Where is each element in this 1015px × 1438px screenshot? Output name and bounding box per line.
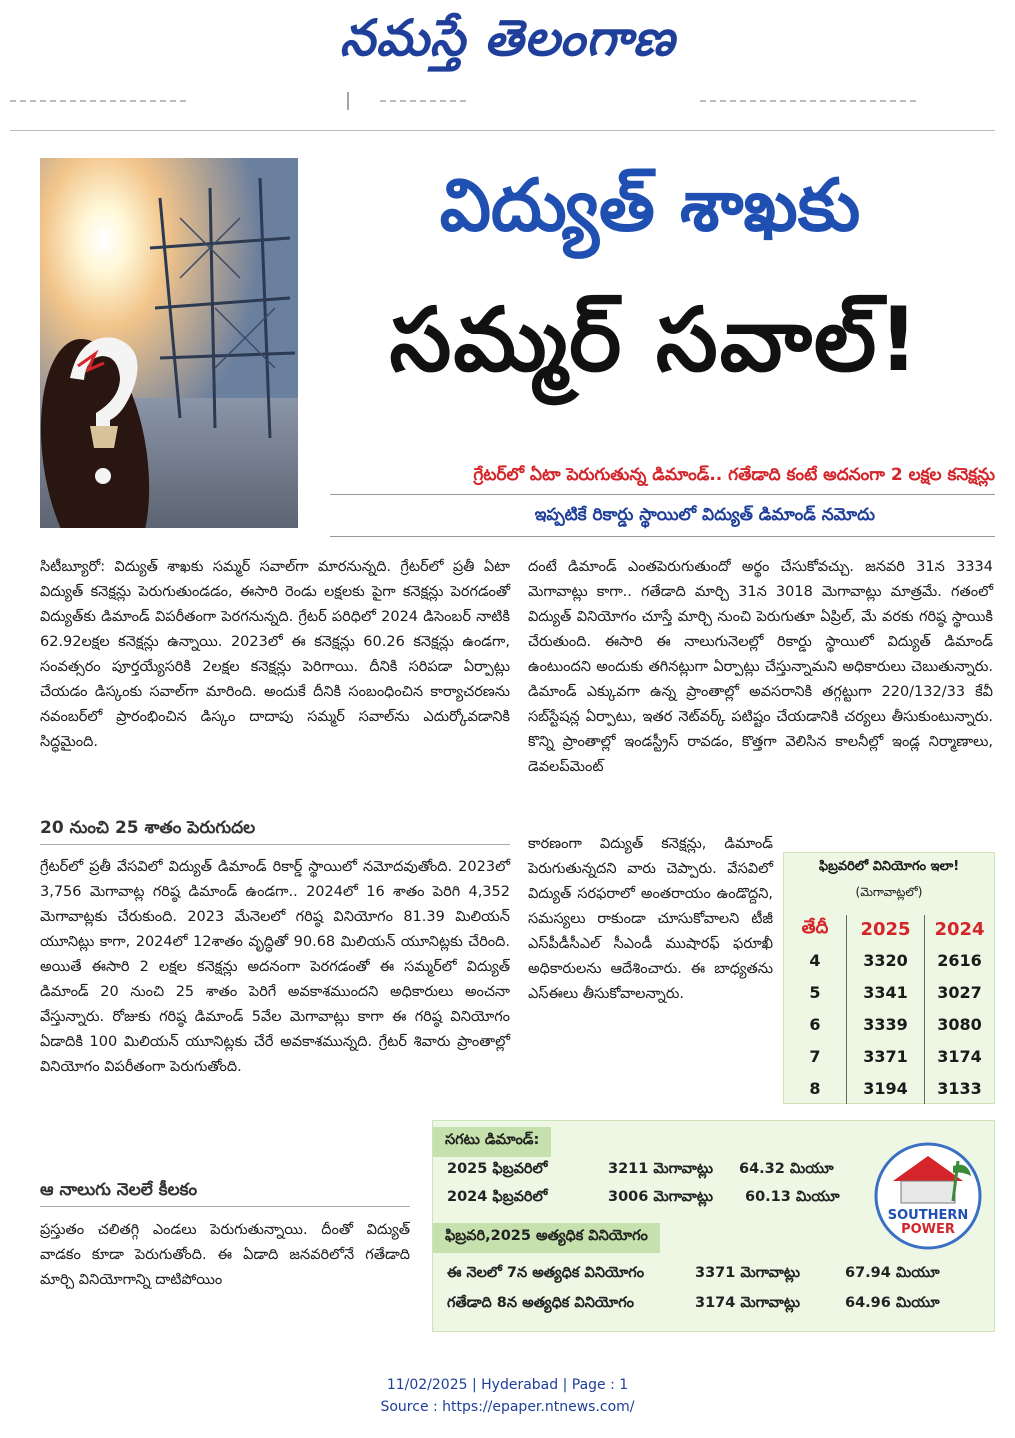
article-paragraph: సిటీబ్యూరో: విద్యుత్ శాఖకు సమ్మర్ సవాల్‌గా మారనున్నది. గ్రేటర్‌లో ప్రతీ ఏటా విద్యుత్ కనెక్షన్లు పెరుగుతుండడం, ఈసారి రెండు లక్షలకు పైగా కనెక్షన్లు పెరగడంతో విద్యుత్‌కు డిమాండ్ విపరీతంగా పెరగనున్నది. గ్రేటర్ పరిధిలో 2024 డిసెంబర్ నాటికి 62.92లక్షల కనెక్షన్లు ఉన్నాయి. 2023లో ఈ కనెక్షన్లు 60.26 కనెక్షన్లు ఉండగా, సంవత్సరం పూర్తయ్యేసరికి 2లక్షల కనెక్షన్లు పెరిగాయి. దీనికి సరిపడా ఏర్పాట్లు చేయడం డిస్కంకు సవాల్‌గా మారింది. అందుకే దీనికి సంబంధించిన కార్యాచరణను నవంబర్‌లో ప్రారంభించిన డిస్కం దాదాపు సమ్మర్ సవాల్‌ను ఎదుర్కోవడానికి సిద్ధమైంది.	[40, 559, 510, 750]
page-footer	[0, 1374, 1015, 1418]
logo-text-southern: SOUTHERN	[887, 1208, 969, 1223]
section-divider	[40, 844, 510, 845]
cell-date: 5	[784, 976, 847, 1008]
average-demand-tag: సగటు డిమాండ్:	[433, 1127, 551, 1157]
avg-row-label: 2025 ఫిబ్రవరిలో	[447, 1161, 548, 1177]
cell-2024: 3027	[937, 982, 982, 1002]
cell-date: 4	[784, 944, 847, 976]
table-row	[784, 1040, 994, 1072]
table-row	[784, 976, 994, 1008]
cell-2025: 3341	[847, 976, 925, 1008]
avg-row-mu: 60.13 మియూ	[745, 1189, 840, 1205]
headline-line1: విద్యుత్ శాఖకు	[439, 163, 861, 247]
masthead-title: నమస్తే తెలంగాణ	[339, 8, 676, 67]
cell-2024: 2616	[937, 950, 982, 970]
table-unit: (మెగావాట్లలో)	[855, 885, 923, 899]
cell-date: 8	[784, 1072, 847, 1104]
header-2025: 2025	[847, 915, 925, 944]
consumption-grid	[784, 915, 994, 1104]
cell-2024: 3080	[937, 1014, 982, 1034]
footer-source: Source : https://epaper.ntnews.com/	[380, 1399, 635, 1415]
table-row	[784, 1072, 994, 1104]
peak-row-mw: 3174 మెగావాట్లు	[695, 1295, 801, 1311]
left-column-para1	[40, 555, 510, 755]
peak-row-label: గతేడాది 8న అత్యధిక వినియోగం	[447, 1295, 635, 1311]
section-title-four-months: ఆ నాలుగు నెలలే కీలకం	[40, 1180, 198, 1200]
cell-date: 6	[784, 1008, 847, 1040]
header-date: తేదీ	[784, 915, 847, 944]
header-2024: 2024	[934, 919, 985, 940]
peak-row-mw: 3371 మెగావాట్లు	[695, 1265, 801, 1281]
right-column-para1	[528, 555, 993, 780]
peak-row-mu: 64.96 మియూ	[845, 1295, 940, 1311]
section-title-growth: 20 నుంచి 25 శాతం పెరుగుదల	[40, 818, 256, 838]
subhead-divider	[330, 494, 995, 495]
average-demand-box	[432, 1120, 995, 1332]
february-consumption-table	[783, 852, 995, 1104]
footer-dateline: 11/02/2025 | Hyderabad | Page : 1	[386, 1377, 629, 1393]
cell-2025: 3194	[847, 1072, 925, 1104]
article-paragraph: గ్రేటర్‌లో ప్రతీ వేసవిలో విద్యుత్ డిమాండ్ రికార్డ్ స్థాయిలో నమోదవుతోంది. 2023లో 3,756 మెగావాట్ల గరిష్ఠ డిమాండ్ ఉండగా.. 2024లో 16 శాతం పెరిగి 4,352 మెగావాట్లకు చేరుకుంది. 2023 మేనెలలో గరిష్ఠ వినియోగం 81.39 మిలియన్ యూనిట్లు కాగా, 2024లో 12శాతం వృద్ధితో 90.68 మిలియన్ యూనిట్లకు చేరింది. అయితే ఈసారి 2 లక్షల కనెక్షన్లు అదనంగా పెరగడంతో ఈ సమ్మర్‌లో విద్యుత్ డిమాండ్ 20 నుంచి 25 శాతం పెరిగే అవకాశముందని అధికారులు అంచనా వేస్తున్నారు. రోజుకు గరిష్ఠ డిమాండ్ 5వేల మెగావాట్లు కాగా ఈ గరిష్ఠ వినియోగం ఏడాదికి 100 మిలియన్ యూనిట్లకు చేరే అవకాశమున్నది. గ్రేటర్ శివారు ప్రాంతాల్లో వినియోగం విపరీతంగా పెరుగుతోంది.	[40, 859, 510, 1075]
peak-consumption-tag: ఫిబ్రవరి,2025 అత్యధిక వినియోగం	[433, 1223, 660, 1253]
article-paragraph: ప్రస్తుతం చలితగ్గి ఎండలు పెరుగుతున్నాయి. దీంతో విద్యుత్ వాడకం కూడా పెరుగుతోంది. ఈ ఏడాది జనవరిలోనే గతేడాది మార్చి వినియోగాన్ని దాటిపోయిం	[40, 1222, 410, 1288]
subheadline-1: గ్రేటర్‌లో ఏటా పెరుగుతున్న డిమాండ్.. గతేడాది కంటే అదనంగా 2 లక్షల కనెక్షన్లు	[473, 465, 995, 485]
avg-row-mu: 64.32 మియూ	[739, 1161, 834, 1177]
table-header-row	[784, 915, 994, 944]
table-row	[784, 1008, 994, 1040]
headline-line2: సమ్మర్ సవాల్!	[389, 288, 921, 391]
masthead-rule	[10, 130, 995, 131]
subheadline-2: ఇప్పటికే రికార్డు స్థాయిలో విద్యుత్ డిమాండ్ నమోదు	[534, 505, 875, 525]
cell-2024: 3174	[937, 1046, 982, 1066]
left-column-para3	[40, 1218, 410, 1293]
avg-row-mw: 3006 మెగావాట్లు	[608, 1189, 714, 1205]
article-paragraph: కారణంగా విద్యుత్ కనెక్షన్లు, డిమాండ్ పెరుగుతున్నదని వారు చెప్పారు. వేసవిలో విద్యుత్ సరఫరాలో అంతరాయం ఉండొద్దని, సమస్యలు రాకుండా చూసుకోవాలని టీజీ ఎస్‌పీడీసీఎల్ సీఎండీ ముషారఫ్ ఫరూఖీ అధికారులను ఆదేశించారు. ఈ బాధ్యతను ఎస్‌ఈలు తీసుకోవాలన్నారు.	[528, 836, 773, 1002]
cell-2025: 3320	[847, 944, 925, 976]
article-paragraph: దంటే డిమాండ్ ఎంతపెరుగుతుందో అర్థం చేసుకోవచ్చు. జనవరి 31న 3334 మెగావాట్లు కాగా.. గతేడాది మార్చి 31న 3018 మెగావాట్లు మాత్రమే. గతంలో విద్యుత్ వినియోగం చూస్తే మార్చి నుంచి పెరుగుతూ ఏప్రిల్, మే వరకు గరిష్ఠ స్థాయికి చేరుతుంది. ఈసారి ఈ నాలుగునెలల్లో రికార్డు స్థాయిలో విద్యుత్ డిమాండ్ ఉంటుందని అందుకు తగినట్లుగా ఏర్పాట్లు చేస్తున్నామని అధికారులు చెబుతున్నారు. డిమాండ్ ఎక్కువగా ఉన్న ప్రాంతాల్లో అవసరానికి తగ్గట్టుగా 220/132/33 కేవీ సబ్‌స్టేషన్ల ఏర్పాటు, ఇతర నెట్‌వర్క్ పటిష్టం చేయడానికి చర్యలు తీసుకుంటున్నారు. కొన్ని ప్రాంతాల్లో ఇండస్ట్రీస్ రావడం, కొత్తగా వెలిసిన కాలనీల్లో ఇండ్ల నిర్మాణాలు, డెవలప్‌మెంట్	[528, 559, 993, 775]
logo-text-power: POWER	[901, 1222, 955, 1237]
cell-2024: 3133	[937, 1078, 982, 1098]
cell-2025: 3371	[847, 1040, 925, 1072]
right-column-para2	[528, 832, 773, 1007]
table-title: ఫిబ్రవరిలో వినియోగం ఇలా!	[818, 859, 960, 874]
power-substation-photo	[40, 158, 298, 528]
subhead-divider	[330, 536, 995, 537]
peak-row-label: ఈ నెలలో 7న అత్యధిక వినియోగం	[447, 1265, 645, 1281]
table-row	[784, 944, 994, 976]
southern-power-logo	[873, 1141, 983, 1251]
section-divider	[40, 1206, 410, 1207]
left-column-para2	[40, 855, 510, 1080]
cell-date: 7	[784, 1040, 847, 1072]
peak-row-mu: 67.94 మియూ	[845, 1265, 940, 1281]
dateline-dots	[0, 90, 1015, 112]
avg-row-mw: 3211 మెగావాట్లు	[608, 1161, 714, 1177]
dateline-strip	[0, 90, 1015, 112]
cell-2025: 3339	[847, 1008, 925, 1040]
avg-row-label: 2024 ఫిబ్రవరిలో	[447, 1189, 548, 1205]
